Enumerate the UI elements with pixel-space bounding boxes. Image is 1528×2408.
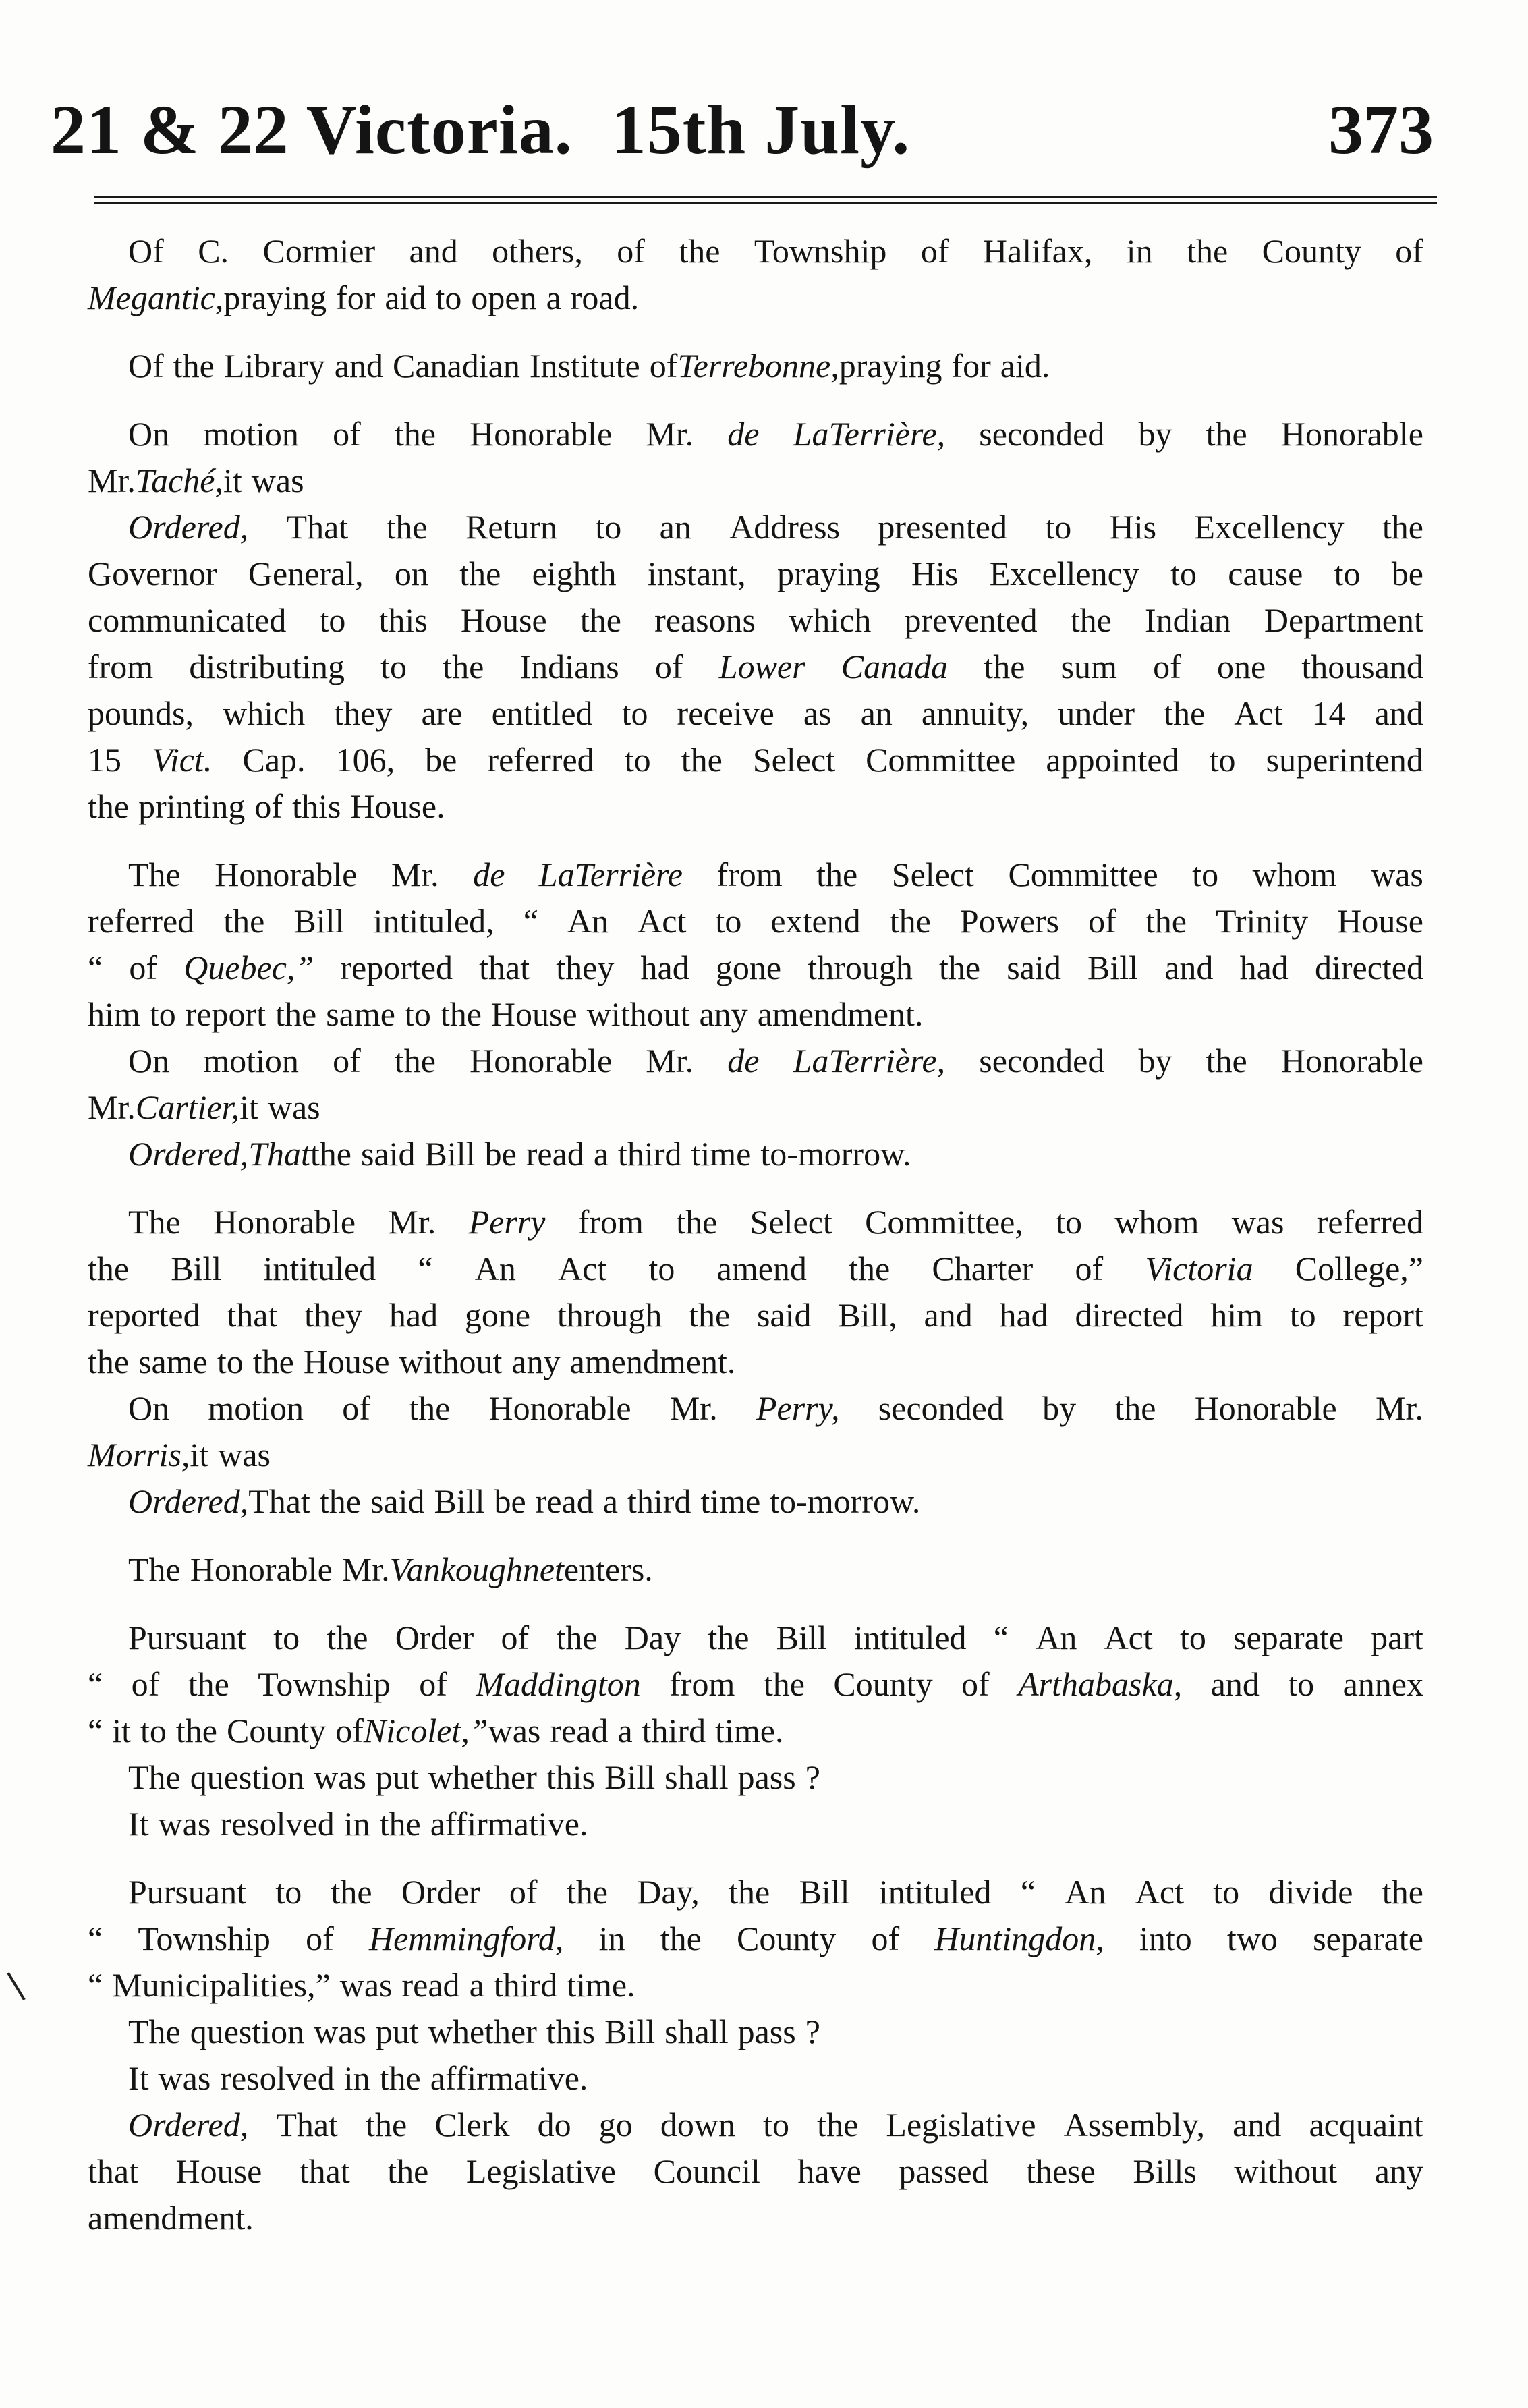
text-line: that House that the Legislative Council have passed these Bills without any	[88, 2152, 1423, 2190]
sovereign-name: Victoria.	[306, 91, 573, 169]
text-line: Of C. Cormier and others, of the Township of Halifax, in the County of	[128, 232, 1423, 270]
margin-mark-icon	[7, 1970, 27, 2004]
text-line: The Honorable Mr. Vankoughnet enters.	[128, 1550, 653, 1588]
text-line: communicated to this House the reasons which prevented the Indian Department	[88, 601, 1423, 639]
header-rule-thin	[94, 202, 1437, 204]
paragraph-gap	[88, 389, 1423, 411]
journal-body	[88, 228, 1423, 2241]
text-line: Pursuant to the Order of the Day, the Bill intituled “ An Act to divide the	[128, 1873, 1423, 1911]
paragraph-gap	[88, 321, 1423, 343]
page-number: 373	[1328, 91, 1434, 169]
text-line: him to report the same to the House without any amendment.	[88, 995, 924, 1033]
text-line: from distributing to the Indians of Lower Canada the sum of one thousand	[88, 648, 1423, 685]
sitting-date: 15th July.	[611, 91, 911, 169]
text-line: the Bill intituled “ An Act to amend the Charter of Victoria College,”	[88, 1250, 1423, 1287]
text-line: On motion of the Honorable Mr. Perry, seconded by the Honorable Mr.	[128, 1389, 1423, 1427]
text-line: Mr. Cartier, it was	[88, 1088, 320, 1126]
text-line: Ordered, That the said Bill be read a third time to-morrow.	[128, 1482, 921, 1520]
running-header	[51, 93, 1434, 167]
text-line: pounds, which they are entitled to receive as an annuity, under the Act 14 and	[88, 694, 1423, 732]
text-line: Ordered, That the Return to an Address presented to His Excellency the	[128, 508, 1423, 546]
paragraph-gap	[88, 1847, 1423, 1869]
text-line: Of the Library and Canadian Institute of Terrebonne, praying for aid.	[128, 347, 1050, 385]
paragraph-gap	[88, 1177, 1423, 1199]
text-line: It was resolved in the affirmative.	[128, 2059, 588, 2097]
paragraph-gap	[88, 1593, 1423, 1615]
text-line: Mr. Taché, it was	[88, 461, 304, 499]
text-line: Megantic, praying for aid to open a road.	[88, 279, 640, 316]
text-line: Pursuant to the Order of the Day the Bill intituled “ An Act to separate part	[128, 1619, 1423, 1656]
text-line: referred the Bill intituled, “ An Act to extend the Powers of the Trinity House	[88, 902, 1423, 940]
text-line: The question was put whether this Bill shall pass ?	[128, 2013, 820, 2050]
header-rule-thick	[94, 196, 1437, 198]
header-title	[51, 93, 910, 167]
paragraph-gap	[88, 830, 1423, 851]
text-line: the printing of this House.	[88, 787, 445, 825]
text-line: Ordered, That the Clerk do go down to the Legislative Assembly, and acquaint	[128, 2106, 1423, 2144]
text-line: The Honorable Mr. Perry from the Select Committee, to whom was referred	[128, 1203, 1423, 1241]
paragraph-gap	[88, 1525, 1423, 1546]
text-line: Ordered,That the said Bill be read a third time to-morrow.	[128, 1135, 911, 1173]
text-line: It was resolved in the affirmative.	[128, 1805, 588, 1843]
text-line: “ it to the County of Nicolet,” was read a third time.	[88, 1712, 784, 1749]
text-line: Morris, it was	[88, 1436, 271, 1474]
text-line: On motion of the Honorable Mr. de LaTerrière, seconded by the Honorable	[128, 415, 1423, 453]
regnal-year: 21 & 22	[51, 91, 289, 169]
text-line: Governor General, on the eighth instant, praying His Excellency to cause to be	[88, 555, 1423, 592]
text-line: 15 Vict. Cap. 106, be referred to the Select Committee appointed to superintend	[88, 741, 1423, 779]
text-line: The Honorable Mr. de LaTerrière from the Select Committee to whom was	[128, 856, 1423, 893]
text-line: “ Municipalities,” was read a third time.	[88, 1966, 635, 2004]
text-line: On motion of the Honorable Mr. de LaTerrière, seconded by the Honorable	[128, 1042, 1423, 1080]
text-line: “ of the Township of Maddington from the County of Arthabaska, and to annex	[88, 1665, 1423, 1703]
text-line: The question was put whether this Bill shall pass ?	[128, 1758, 820, 1796]
text-line: “ of Quebec,” reported that they had gone through the said Bill and had directed	[88, 949, 1423, 986]
text-line: the same to the House without any amendment.	[88, 1343, 736, 1380]
text-line: amendment.	[88, 2199, 254, 2237]
text-line: reported that they had gone through the said Bill, and had directed him to report	[88, 1296, 1423, 1334]
text-line: “ Township of Hemmingford, in the County of Huntingdon, into two separate	[88, 1920, 1423, 1957]
